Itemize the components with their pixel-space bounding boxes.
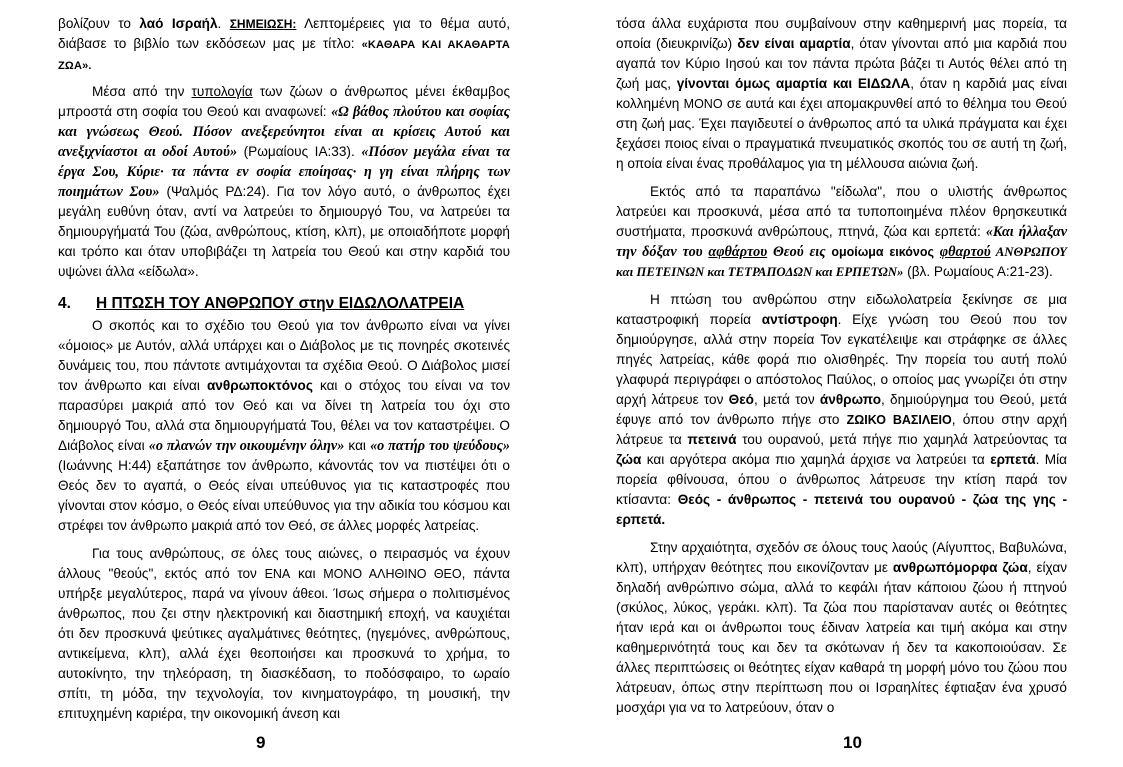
paragraph bbox=[616, 182, 1067, 282]
scripture-quote: «ο πατήρ του ψεύδους» bbox=[370, 438, 510, 454]
section-title: Η ΠΤΩΣΗ ΤΟΥ ΑΝΘΡΩΠΟΥ στην ΕΙΔΩΛΟΛΑΤΡΕΙΑ bbox=[96, 295, 465, 312]
text: Στην αρχαιότητα, σχεδόν σε όλους τους λαούς (Αίγυπτος, Βαβυλώνα, κλπ), υπήρχαν θεότητες που εικονίζονταν με bbox=[616, 540, 1067, 575]
text: . bbox=[217, 16, 230, 31]
paragraph bbox=[616, 538, 1067, 718]
text: Για τους ανθρώπους, σε όλες τους αιώνες, ο πειρασμός να έχουν άλλους "θεούς", εκτός από τον bbox=[58, 546, 510, 581]
text: και ο στόχος του είναι να τον παρασύρει μακριά από τον Θεό και να δίνει τη λατρεία του όχι στο δημιουργό Του, αλλά στα δημιουργήματά Του, θέλει να τον καταστρέψει. Ο Διάβολος είναι bbox=[58, 378, 510, 453]
caps-text: ΜΟΝΟ ΑΛΗΘΙΝΟ ΘΕΟ bbox=[323, 567, 462, 581]
text: και αργότερα ακόμα πιο χαμηλά άρχισε να λατρεύει τα bbox=[641, 452, 991, 467]
bold-text: ανθρωπόμορφα ζώα bbox=[892, 560, 1028, 575]
text: , πάντα υπήρξε μεγαλύτερος, παρά να γίνουν άθεοι. Ίσως σήμερα ο πολιτισμένος άνθρωπος, που ζει στην ηλεκτρονική και διαστημική εποχή, να καυχιέται ότι δεν προσκυνά ψεύτικες αγαλμάτινες θεότητες, (ηγεμόνες, ανθρώπους, αντικείμενα, κλπ), αλλά έχει θεοποιήσει και προσκυνά το χρήμα, το αυτοκίνητο, την τηλεόραση, τη διασκέδαση, το ποδόσφαιρο, το ωραίο σπίτι, τη μόδα, την τεχνολογία, τον κινηματογράφο, τη μουσική, την επιτυχημένη καριέρα, την οικονομική άνεση και bbox=[58, 566, 510, 721]
bold-text: Θεό bbox=[728, 392, 754, 407]
section-heading bbox=[58, 294, 510, 314]
bold-text: ανθρωποκτόνος bbox=[206, 378, 313, 393]
scripture-quote-underlined: αφθάρτου bbox=[708, 244, 768, 260]
caps-text: ΕΝΑ bbox=[264, 567, 291, 581]
text: Μέσα από την bbox=[92, 84, 192, 99]
text: , όταν η καρδιά μας είναι κολλημένη bbox=[616, 76, 1067, 111]
text: . Μία πορεία φθίνουσα, όπου ο άνθρωπος λάτρευσε την κτίση παρά τον κτίσαντα: bbox=[616, 452, 1067, 507]
text: (βλ. Ρωμαίους Α:21-23). bbox=[903, 264, 1053, 279]
note-label: ΣΗΜΕΙΩΣΗ: bbox=[229, 17, 297, 31]
scripture-quote: ΑΝΘΡΩΠΟΥ και ΠΕΤΕΙΝΩΝ και ΤΕΤΡΑΠΟΔΩΝ και ΕΡΠΕΤΩΝ» bbox=[616, 245, 1067, 279]
text: Λεπτομέρειες για το θέμα αυτό, διάβασε το βιβλίο των εκδόσεων μας με τίτλο: bbox=[58, 16, 510, 51]
text: του ουρανού, μετά πήγε πιο χαμηλά λατρεύοντας τα bbox=[736, 432, 1067, 447]
paragraph bbox=[616, 290, 1067, 530]
text: Η πτώση του ανθρώπου στην ειδωλολατρεία ξεκίνησε σε μια καταστροφική πορεία bbox=[616, 292, 1067, 327]
text: και bbox=[290, 566, 324, 581]
scripture-quote-underlined: φθαρτού bbox=[939, 244, 991, 260]
caps-text: ΖΩΙΚΟ ΒΑΣΙΛΕΙΟ bbox=[846, 413, 952, 427]
bold-text: ζώα bbox=[616, 452, 642, 467]
bold-text: λαό Ισραήλ bbox=[139, 16, 218, 31]
left-text-column bbox=[58, 14, 510, 732]
paragraph bbox=[58, 316, 510, 536]
text: . Είχε γνώση του Θεού που τον δημιούργησε, αλλά στην πορεία Τον εγκατέλειψε και στράφηκε σε άλλες πηγές λατρείας, κάθε φορά πιο ολισθηρές. Την πορεία του αυτή πολύ γλαφυρά περιγράφει ο απόστολος Παύλος, ο οποίος μας γνωρίζει ότι στην αρχή λάτρευε τον bbox=[616, 312, 1067, 407]
scripture-quote: «Πόσον μεγάλα είναι τα έργα Σου, Κύριε· τα πάντα εν σοφία εποίησας· η γη είναι πλήρης των ποιημάτων Σου» bbox=[58, 144, 511, 200]
paragraph bbox=[616, 14, 1067, 174]
bold-text: πετεινά bbox=[687, 432, 737, 447]
bold-text: αντίστροφη bbox=[761, 312, 838, 327]
text: (Ιωάννης Η:44) εξαπάτησε τον άνθρωπο, κάνοντάς τον να πιστέψει ότι ο Θεός δεν το αγαπά, ο Θεός είναι υπεύθυνος για τις καταστροφές που γίνονται στον κόσμο, ο Θεός είναι υπεύθυνος για την αδικία του κόσμου και στρέφει τον άνθρωπο μακριά από τον Θεό, σε άλλες μορφές λατρείας. bbox=[58, 458, 510, 533]
bold-text: Θεός - άνθρωπος - πετεινά του ουρανού - ζώα της γης - ερπετά. bbox=[616, 492, 1067, 527]
text: , όπου στην αρχή λάτρευε τα bbox=[616, 412, 1068, 447]
scripture-quote-bold: ομοίωμα εικόνος bbox=[831, 245, 935, 259]
bold-text: άνθρωπο bbox=[819, 392, 882, 407]
text: , δημιούργημα του Θεού, μετά έφυγε από τον άνθρωπο πήγε στο bbox=[616, 392, 1067, 427]
page-number: 10 bbox=[843, 733, 862, 752]
bold-text: γίνονται όμως αμαρτία και ΕΙΔΩΛΑ bbox=[676, 76, 911, 91]
bold-text: ερπετά bbox=[990, 452, 1036, 467]
text: σε αυτά και έχει απομακρυνθεί από το θέλημα του Θεού στη ζωή μας. Έχει παγιδευτεί ο άνθρωπος από τα υλικά πράγματα και έχει ξεχάσει ποιος είναι ο πραγματικά πνευματικός σκοπός του σε αυτή τη ζωή, η οποία είναι ένας προθάλαμος για τη μέλλουσα αιώνια ζωή. bbox=[616, 96, 1067, 171]
bold-text: δεν είναι αμαρτία bbox=[737, 36, 851, 51]
right-text-column bbox=[616, 14, 1067, 726]
text: Ο σκοπός και το σχέδιο του Θεού για τον άνθρωπο είναι να γίνει «όμοιος» με Αυτόν, αλλά υπάρχει και ο Διάβολος με τις πονηρές σκοτεινές δυνάμεις του, που πάντοτε αντιμάχονται τα σχέδια Θεού. Ο Διάβολος μισεί τον άνθρωπο και είναι bbox=[58, 318, 510, 393]
page-left bbox=[0, 0, 561, 767]
text: και bbox=[344, 438, 371, 453]
text: των ζώων ο άνθρωπος μένει έκθαμβος μπροστά στη σοφία του Θεού και αναφωνεί: bbox=[58, 84, 510, 119]
text: Εκτός από τα παραπάνω "είδωλα", που ο υλιστής άνθρωπος λατρεύει και προσκυνά, μέσα από τα τυποποιημένα πλέον θρησκευτικά συστήματα, προσκυνά ανθρώπους, πτηνά, ζώα και ερπετά: bbox=[616, 184, 1067, 239]
text: , μετά τον bbox=[753, 392, 820, 407]
caps-text: ΜΟΝΟ bbox=[683, 97, 723, 111]
text: βολίζουν το bbox=[58, 16, 140, 31]
text: (Ρωμαίους ΙΑ:33). bbox=[237, 144, 362, 159]
page-number: 9 bbox=[256, 733, 266, 752]
paragraph bbox=[58, 82, 510, 282]
scripture-quote: «Και ήλλαξαν την δόξαν του bbox=[616, 224, 1068, 260]
underlined-text: τυπολογία bbox=[191, 84, 253, 99]
scripture-quote: Θεού εις bbox=[767, 244, 832, 260]
paragraph bbox=[58, 14, 510, 76]
text: τόσα άλλα ευχάριστα που συμβαίνουν στην καθημερινή μας πορεία, τα οποία (διευκρινίζω) bbox=[616, 16, 1067, 51]
book-title: «ΚΑΘΑΡΑ ΚΑΙ ΑΚΑΘΑΡΤΑ ΖΩΑ». bbox=[58, 39, 510, 72]
text: , όταν γίνονται από μια καρδιά που αγαπά τον Κύριο Ιησού και τον πάντα πρώτα βάζει τι Αυτός θέλει από τη ζωή μας, bbox=[616, 36, 1067, 91]
text: , είχαν δηλαδή ανθρώπινο σώμα, αλλά το κεφάλι ήταν κάποιου ζώου ή πτηνού (σκύλος, λύκος, γεράκι. κλπ). Τα ζώα που παρίσταναν αυτές οι θεότητες ήταν ιερά και οι άνθρωποι τους έδιναν λατρεία και τιμή ακόμα και στην καθημερινότητά τους και δεν τα σκότωναν ή δεν τα κακοποιούσαν. Σε άλλες περιπτώσεις οι θεότητες είχαν καθαρά τη μορφή μόνο του ζώου που λάτρευαν, όπως στην περίπτωση που οι Ισραηλίτες έφτιαξαν ένα χρυσό μοσχάρι για να το λατρεύουν, όταν ο bbox=[616, 560, 1067, 715]
scripture-quote: «Ω βάθος πλούτου και σοφίας και γνώσεως Θεού. Πόσον ανεξερεύνητοι είναι αι κρίσεις Αυτού και ανεξιχνίαστοι αι οδοί Αυτού» bbox=[58, 104, 510, 160]
scripture-quote: «ο πλανών την οικουμένην όλην» bbox=[148, 438, 345, 454]
page-right bbox=[561, 0, 1123, 767]
section-number: 4. bbox=[58, 295, 71, 312]
text: (Ψαλμός ΡΔ:24). Για τον λόγο αυτό, ο άνθρωπος έχει μεγάλη ευθύνη όταν, αντί να λατρεύει το δημιουργό Του, να λατρεύει τα δημιουργήματά Του (ζώα, ανθρώπους, κτίση, κλπ), με οποιαδήποτε μορφή και τρόπο και όταν υποβιβάζει τη λατρεία του Θεού και στην καρδιά του υψώνει άλλα «είδωλα». bbox=[58, 184, 511, 279]
paragraph bbox=[58, 544, 510, 724]
